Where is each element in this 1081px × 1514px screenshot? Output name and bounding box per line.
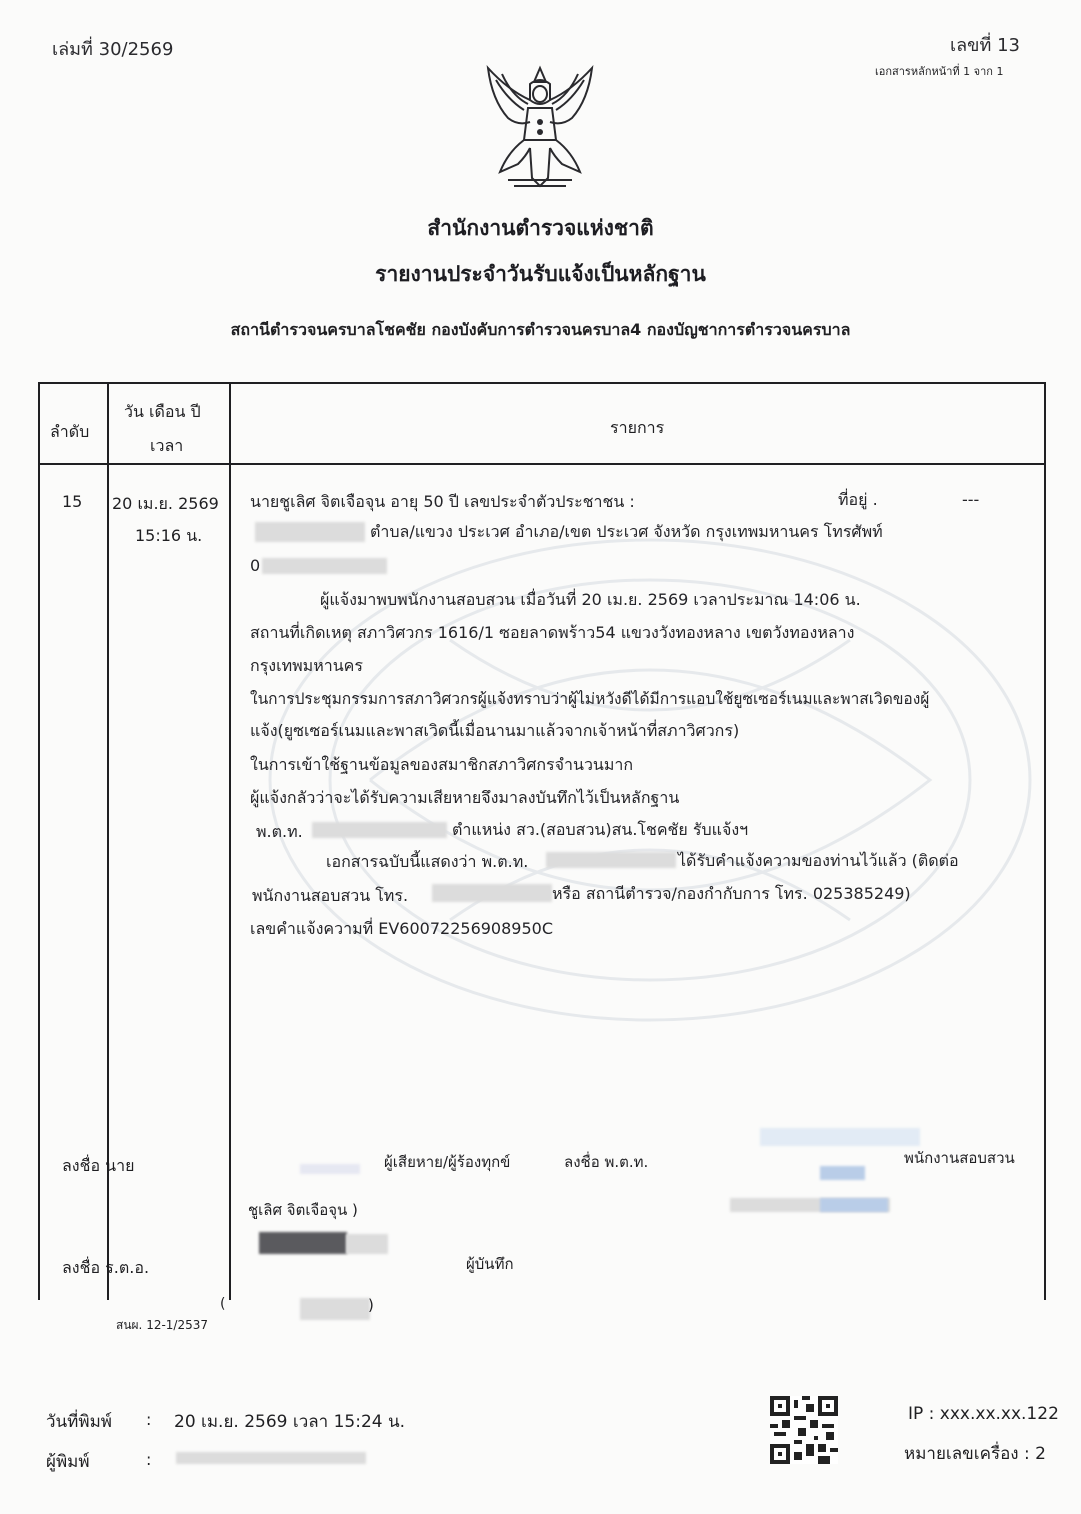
machine-number: หมายเลขเครื่อง : 2	[904, 1444, 1046, 1464]
ip-address: IP : xxx.xx.xx.122	[908, 1404, 1059, 1424]
recorder-signature	[259, 1232, 347, 1254]
print-date-label: วันที่พิมพ์	[46, 1412, 112, 1432]
signature-investigator-label: ลงชื่อ พ.ต.ท.	[564, 1153, 649, 1171]
entry-line-7: ในการประชุมกรรมการสภาวิศวกรผู้แจ้งทราบว่าผู้ไม่หวังดีได้มีการแอบใช้ยูซเซอร์เนมและพาสเวิดของผู้	[250, 690, 930, 708]
redacted-officer-name	[312, 822, 447, 838]
entry-line-10: ผู้แจ้งกลัวว่าจะได้รับความเสียหายจึงมาลงบันทึกไว้เป็นหลักฐาน	[250, 788, 680, 807]
table-right-border	[1044, 382, 1046, 1300]
entry-line-6: กรุงเทพมหานคร	[250, 656, 363, 675]
signature-recorder-role: ผู้บันทึก	[466, 1255, 514, 1273]
entry-address-label: ที่อยู่ .	[838, 490, 878, 509]
entry-address-tail: ---	[962, 490, 980, 509]
redacted-officer-name-2	[546, 852, 676, 868]
entry-line-1: นายชูเลิศ จิตเจือจุน อายุ 50 ปี เลขประจำตัวประชาชน :	[250, 492, 635, 511]
printer-name	[176, 1452, 366, 1464]
complainant-name: ชูเลิศ จิตเจือจุน )	[248, 1201, 358, 1219]
station-subtitle: สถานีตำรวจนครบาลโชคชัย กองบังคับการตำรวจนครบาล4 กองบัญชาการตำรวจนครบาล	[230, 320, 851, 339]
entry-line-13: พนักงานสอบสวน โทร.	[252, 886, 409, 905]
table-col-divider-2	[229, 382, 231, 1300]
investigator-signature-mark	[820, 1166, 865, 1180]
print-date-colon: :	[146, 1410, 152, 1429]
signature-investigator-role: พนักงานสอบสวน	[904, 1149, 1015, 1167]
book-number: เล่มที่ 30/2569	[52, 39, 174, 60]
investigator-signature	[760, 1128, 920, 1146]
complaint-number: เลขคำแจ้งความที่ EV60072256908950C	[250, 919, 553, 938]
signature-recorder-label: ลงชื่อ ร.ต.อ.	[62, 1258, 150, 1277]
investigator-name-mark	[820, 1198, 888, 1212]
col-header-item: รายการ	[610, 418, 665, 437]
redacted-officer-phone	[432, 884, 552, 902]
printer-label: ผู้พิมพ์	[46, 1452, 90, 1472]
entry-line-13-tail: หรือ สถานีตำรวจ/กองกำกับการ โทร. 025385249)	[552, 884, 911, 903]
entry-line-3: 0	[250, 556, 261, 575]
col-header-number: ลำดับ	[50, 422, 90, 441]
entry-line-5: สถานที่เกิดเหตุ สภาวิศวกร 1616/1 ซอยลาดพร้าว54 แขวงวังทองหลาง เขตวังทองหลาง	[250, 623, 855, 642]
recorder-paren-open: (	[220, 1296, 226, 1312]
entry-date: 20 เม.ย. 2569	[112, 494, 219, 513]
complainant-signature	[300, 1164, 360, 1174]
agency-title: สำนักงานตำรวจแห่งชาติ	[427, 216, 654, 240]
entry-line-11: ตำแหน่ง สว.(สอบสวน)สน.โชคชัย รับแจ้งฯ	[452, 820, 749, 839]
entry-line-9: ในการเข้าใช้ฐานข้อมูลของสมาชิกสภาวิศกรจำนวนมาก	[250, 755, 634, 774]
entry-line-8: แจ้ง(ยูซเซอร์เนมและพาสเวิดนี้เมื่อนานมาแล้วจากเจ้าหน้าที่สภาวิศวกร)	[250, 721, 740, 740]
table-left-border	[38, 382, 40, 1300]
printer-colon: :	[146, 1450, 152, 1469]
entry-line-2: ตำบล/แขวง ประเวศ อำเภอ/เขต ประเวศ จังหวัด กรุงเทพมหานคร โทรศัพท์	[370, 522, 883, 541]
report-title: รายงานประจำวันรับแจ้งเป็นหลักฐาน	[375, 262, 706, 286]
recorder-signature-tail	[346, 1234, 388, 1254]
redacted-phone	[262, 558, 387, 574]
form-code: สนผ. 12-1/2537	[116, 1318, 209, 1332]
entry-line-12-tail: ได้รับคำแจ้งความของท่านไว้แล้ว (ติดต่อ	[678, 851, 959, 870]
entry-number: 15	[62, 492, 83, 511]
table-top-border	[38, 382, 1046, 384]
document-number: เลขที่ 13	[950, 35, 1020, 56]
entry-time: 15:16 น.	[135, 526, 203, 545]
recorder-paren-close: )	[368, 1296, 374, 1314]
entry-line-11-rank: พ.ต.ท.	[256, 822, 303, 841]
col-header-date: วัน เดือน ปี	[124, 402, 201, 421]
table-header-border	[38, 463, 1046, 465]
entry-line-12: เอกสารฉบับนี้แสดงว่า พ.ต.ท.	[326, 852, 529, 871]
page-indicator: เอกสารหลักหน้าที่ 1 จาก 1	[875, 65, 1004, 78]
signature-complainant-label: ลงชื่อ นาย	[62, 1156, 135, 1175]
col-header-time: เวลา	[150, 436, 184, 455]
signature-complainant-role: ผู้เสียหาย/ผู้ร้องทุกข์	[384, 1153, 511, 1171]
garuda-emblem-icon	[478, 60, 602, 194]
qr-code-icon	[770, 1396, 838, 1464]
print-date-value: 20 เม.ย. 2569 เวลา 15:24 น.	[174, 1412, 406, 1432]
recorder-name	[300, 1298, 370, 1320]
redacted-address	[255, 522, 365, 542]
entry-line-4: ผู้แจ้งมาพบพนักงานสอบสวน เมื่อวันที่ 20 เม.ย. 2569 เวลาประมาณ 14:06 น.	[320, 590, 861, 609]
